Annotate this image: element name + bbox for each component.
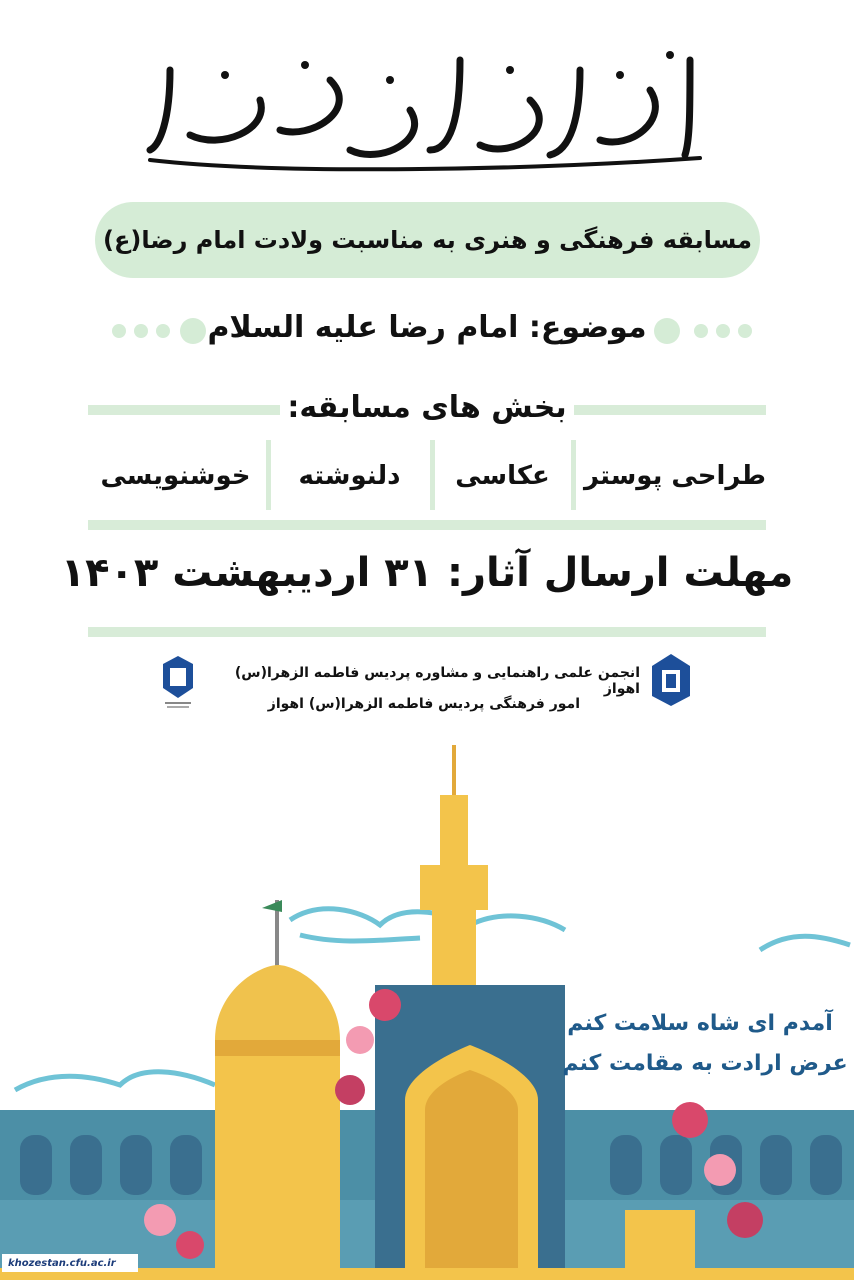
decor-dot: [134, 324, 148, 338]
section-separator: [266, 440, 271, 510]
deadline-text: مهلت ارسال آثار: ۳۱ اردیبهشت ۱۴۰۳: [60, 550, 794, 596]
decor-dot: [112, 324, 126, 338]
illustration-calligraphy-line-2: عرض ارادت به مقامت کنم: [562, 1051, 848, 1076]
title-banner: [95, 202, 760, 278]
association-logo-icon: [157, 652, 199, 710]
shrine-illustration: [0, 740, 854, 1280]
section-separator: [571, 440, 576, 510]
section-item-poster: طراحی پوستر: [583, 461, 767, 491]
topic-text: موضوع: امام رضا علیه السلام: [207, 310, 647, 345]
section-item-calligraphy: خوشنویسی: [100, 461, 251, 491]
divider: [88, 520, 766, 530]
organizer-line-2: امور فرهنگی پردیس فاطمه الزهرا(س) اهواز: [267, 696, 580, 712]
decor-circle-right: [654, 318, 680, 344]
decor-dot: [156, 324, 170, 338]
sections-heading: بخش های مسابقه:: [280, 390, 574, 425]
section-separator: [430, 440, 435, 510]
organizer-line-1: انجمن علمی راهنمایی و مشاوره پردیس فاطمه الزهرا(س) اهواز: [234, 665, 640, 697]
section-item-writing: دلنوشته: [298, 461, 401, 491]
decor-dot: [694, 324, 708, 338]
header-calligraphy-image: [130, 30, 720, 180]
decor-dot: [716, 324, 730, 338]
university-logo-icon: [650, 652, 692, 710]
contest-title: مسابقه فرهنگی و هنری به مناسبت ولادت امام رضا(ع): [103, 226, 752, 254]
divider: [88, 627, 766, 637]
site-url: khozestan.cfu.ac.ir: [2, 1254, 138, 1272]
section-item-photography: عکاسی: [455, 461, 550, 491]
illustration-calligraphy-line-1: آمدم ای شاه سلامت کنم: [567, 1011, 833, 1036]
decor-dot: [738, 324, 752, 338]
